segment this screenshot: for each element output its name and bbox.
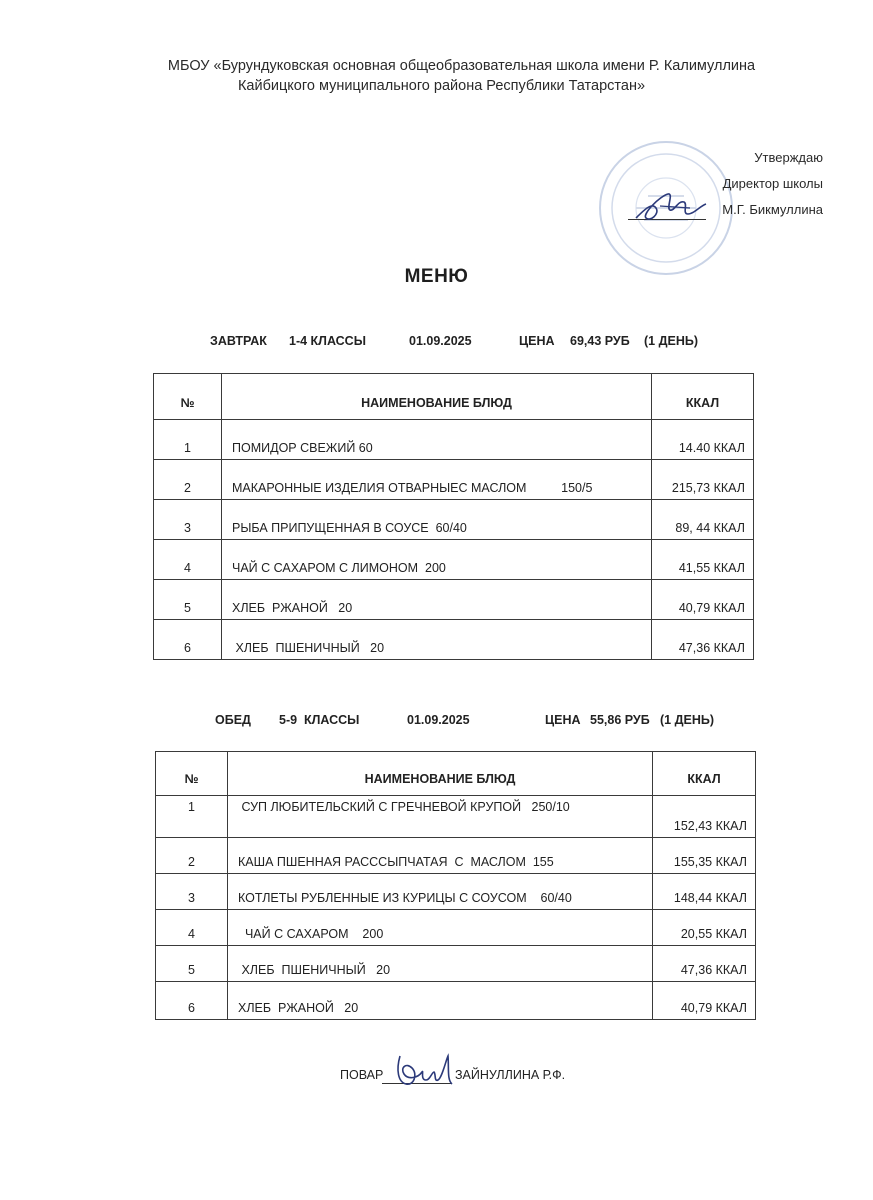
breakfast-price-label: ЦЕНА: [519, 334, 555, 348]
dish-kcal: 14.40 ККАЛ: [652, 420, 754, 460]
table-row: [156, 946, 756, 982]
breakfast-price: 69,43 РУБ: [570, 334, 630, 348]
director-signature: [630, 188, 710, 228]
breakfast-days: (1 ДЕНЬ): [644, 334, 699, 348]
school-name-line-2: Кайбицкого муниципального района Республики Татарстан»: [237, 78, 646, 94]
approval-label: Утверждаю: [754, 150, 823, 165]
dish-kcal: 148,44 ККАЛ: [653, 874, 756, 910]
dish-name: ХЛЕБ ПШЕНИЧНЫЙ 20: [222, 620, 652, 660]
dish-kcal: 89, 44 ККАЛ: [652, 500, 754, 540]
col-name-header: НАИМЕНОВАНИЕ БЛЮД: [222, 374, 652, 420]
row-number: 5: [156, 946, 228, 982]
approval-block: [722, 148, 823, 226]
dish-kcal: 47,36 ККАЛ: [653, 946, 756, 982]
table-row: [154, 420, 754, 460]
row-number: 6: [154, 620, 222, 660]
lunch-price: 55,86 РУБ: [590, 713, 650, 727]
cook-signature: [392, 1050, 462, 1092]
dish-name: ХЛЕБ ПШЕНИЧНЫЙ 20: [228, 946, 653, 982]
table-row: [156, 910, 756, 946]
lunch-meal: ОБЕД: [215, 713, 251, 727]
table-header-row: [154, 374, 754, 420]
breakfast-date: 01.09.2025: [409, 334, 472, 348]
school-name-line-1: МБОУ «Бурундуковская основная общеобразовательная школа имени Р. Калимуллина: [167, 58, 756, 74]
table-row: [154, 620, 754, 660]
dish-name: ХЛЕБ РЖАНОЙ 20: [222, 580, 652, 620]
lunch-table: [155, 751, 756, 1020]
director-position: Директор школы: [722, 176, 823, 191]
school-header: [0, 56, 873, 96]
lunch-classes: 5-9 КЛАССЫ: [279, 713, 360, 727]
lunch-header: [0, 713, 873, 729]
table-row: [156, 874, 756, 910]
table-row: [154, 500, 754, 540]
dish-name: ХЛЕБ РЖАНОЙ 20: [228, 982, 653, 1020]
cook-name: ЗАЙНУЛЛИНА Р.Ф.: [455, 1068, 566, 1082]
dish-kcal: 20,55 ККАЛ: [653, 910, 756, 946]
col-number-header: №: [154, 374, 222, 420]
row-number: 6: [156, 982, 228, 1020]
dish-kcal: 41,55 ККАЛ: [652, 540, 754, 580]
lunch-price-label: ЦЕНА: [545, 713, 581, 727]
dish-name: ЧАЙ С САХАРОМ 200: [228, 910, 653, 946]
table-row: [156, 838, 756, 874]
row-number: 2: [154, 460, 222, 500]
dish-kcal: 215,73 ККАЛ: [652, 460, 754, 500]
lunch-days: (1 ДЕНЬ): [660, 713, 715, 727]
lunch-date: 01.09.2025: [407, 713, 470, 727]
table-row: [154, 460, 754, 500]
cook-position: ПОВАР: [340, 1068, 384, 1082]
breakfast-classes: 1-4 КЛАССЫ: [289, 334, 366, 348]
director-name: М.Г. Бикмуллина: [722, 202, 823, 217]
table-row: [156, 796, 756, 838]
breakfast-meal: ЗАВТРАК: [210, 334, 267, 348]
dish-kcal: 40,79 ККАЛ: [652, 580, 754, 620]
dish-name: СУП ЛЮБИТЕЛЬСКИЙ С ГРЕЧНЕВОЙ КРУПОЙ 250/10: [228, 796, 653, 838]
dish-name: РЫБА ПРИПУЩЕННАЯ В СОУСЕ 60/40: [222, 500, 652, 540]
row-number: 1: [154, 420, 222, 460]
row-number: 1: [156, 796, 228, 838]
col-number-header: №: [156, 752, 228, 796]
dish-kcal: 155,35 ККАЛ: [653, 838, 756, 874]
dish-kcal: 47,36 ККАЛ: [652, 620, 754, 660]
dish-name: МАКАРОННЫЕ ИЗДЕЛИЯ ОТВАРНЫЕС МАСЛОМ 150/5: [222, 460, 652, 500]
col-name-header: НАИМЕНОВАНИЕ БЛЮД: [228, 752, 653, 796]
table-row: [154, 540, 754, 580]
dish-kcal: 152,43 ККАЛ: [653, 796, 756, 838]
breakfast-header: [0, 334, 873, 350]
row-number: 2: [156, 838, 228, 874]
page-title: МЕНЮ: [404, 266, 469, 287]
breakfast-table: [153, 373, 754, 660]
dish-name: ЧАЙ С САХАРОМ С ЛИМОНОМ 200: [222, 540, 652, 580]
col-kcal-header: ККАЛ: [652, 374, 754, 420]
dish-name: КАША ПШЕННАЯ РАСССЫПЧАТАЯ С МАСЛОМ 155: [228, 838, 653, 874]
row-number: 3: [156, 874, 228, 910]
row-number: 4: [154, 540, 222, 580]
dish-name: КОТЛЕТЫ РУБЛЕННЫЕ ИЗ КУРИЦЫ С СОУСОМ 60/40: [228, 874, 653, 910]
row-number: 3: [154, 500, 222, 540]
row-number: 5: [154, 580, 222, 620]
table-header-row: [156, 752, 756, 796]
dish-kcal: 40,79 ККАЛ: [653, 982, 756, 1020]
table-row: [156, 982, 756, 1020]
table-row: [154, 580, 754, 620]
dish-name: ПОМИДОР СВЕЖИЙ 60: [222, 420, 652, 460]
col-kcal-header: ККАЛ: [653, 752, 756, 796]
row-number: 4: [156, 910, 228, 946]
